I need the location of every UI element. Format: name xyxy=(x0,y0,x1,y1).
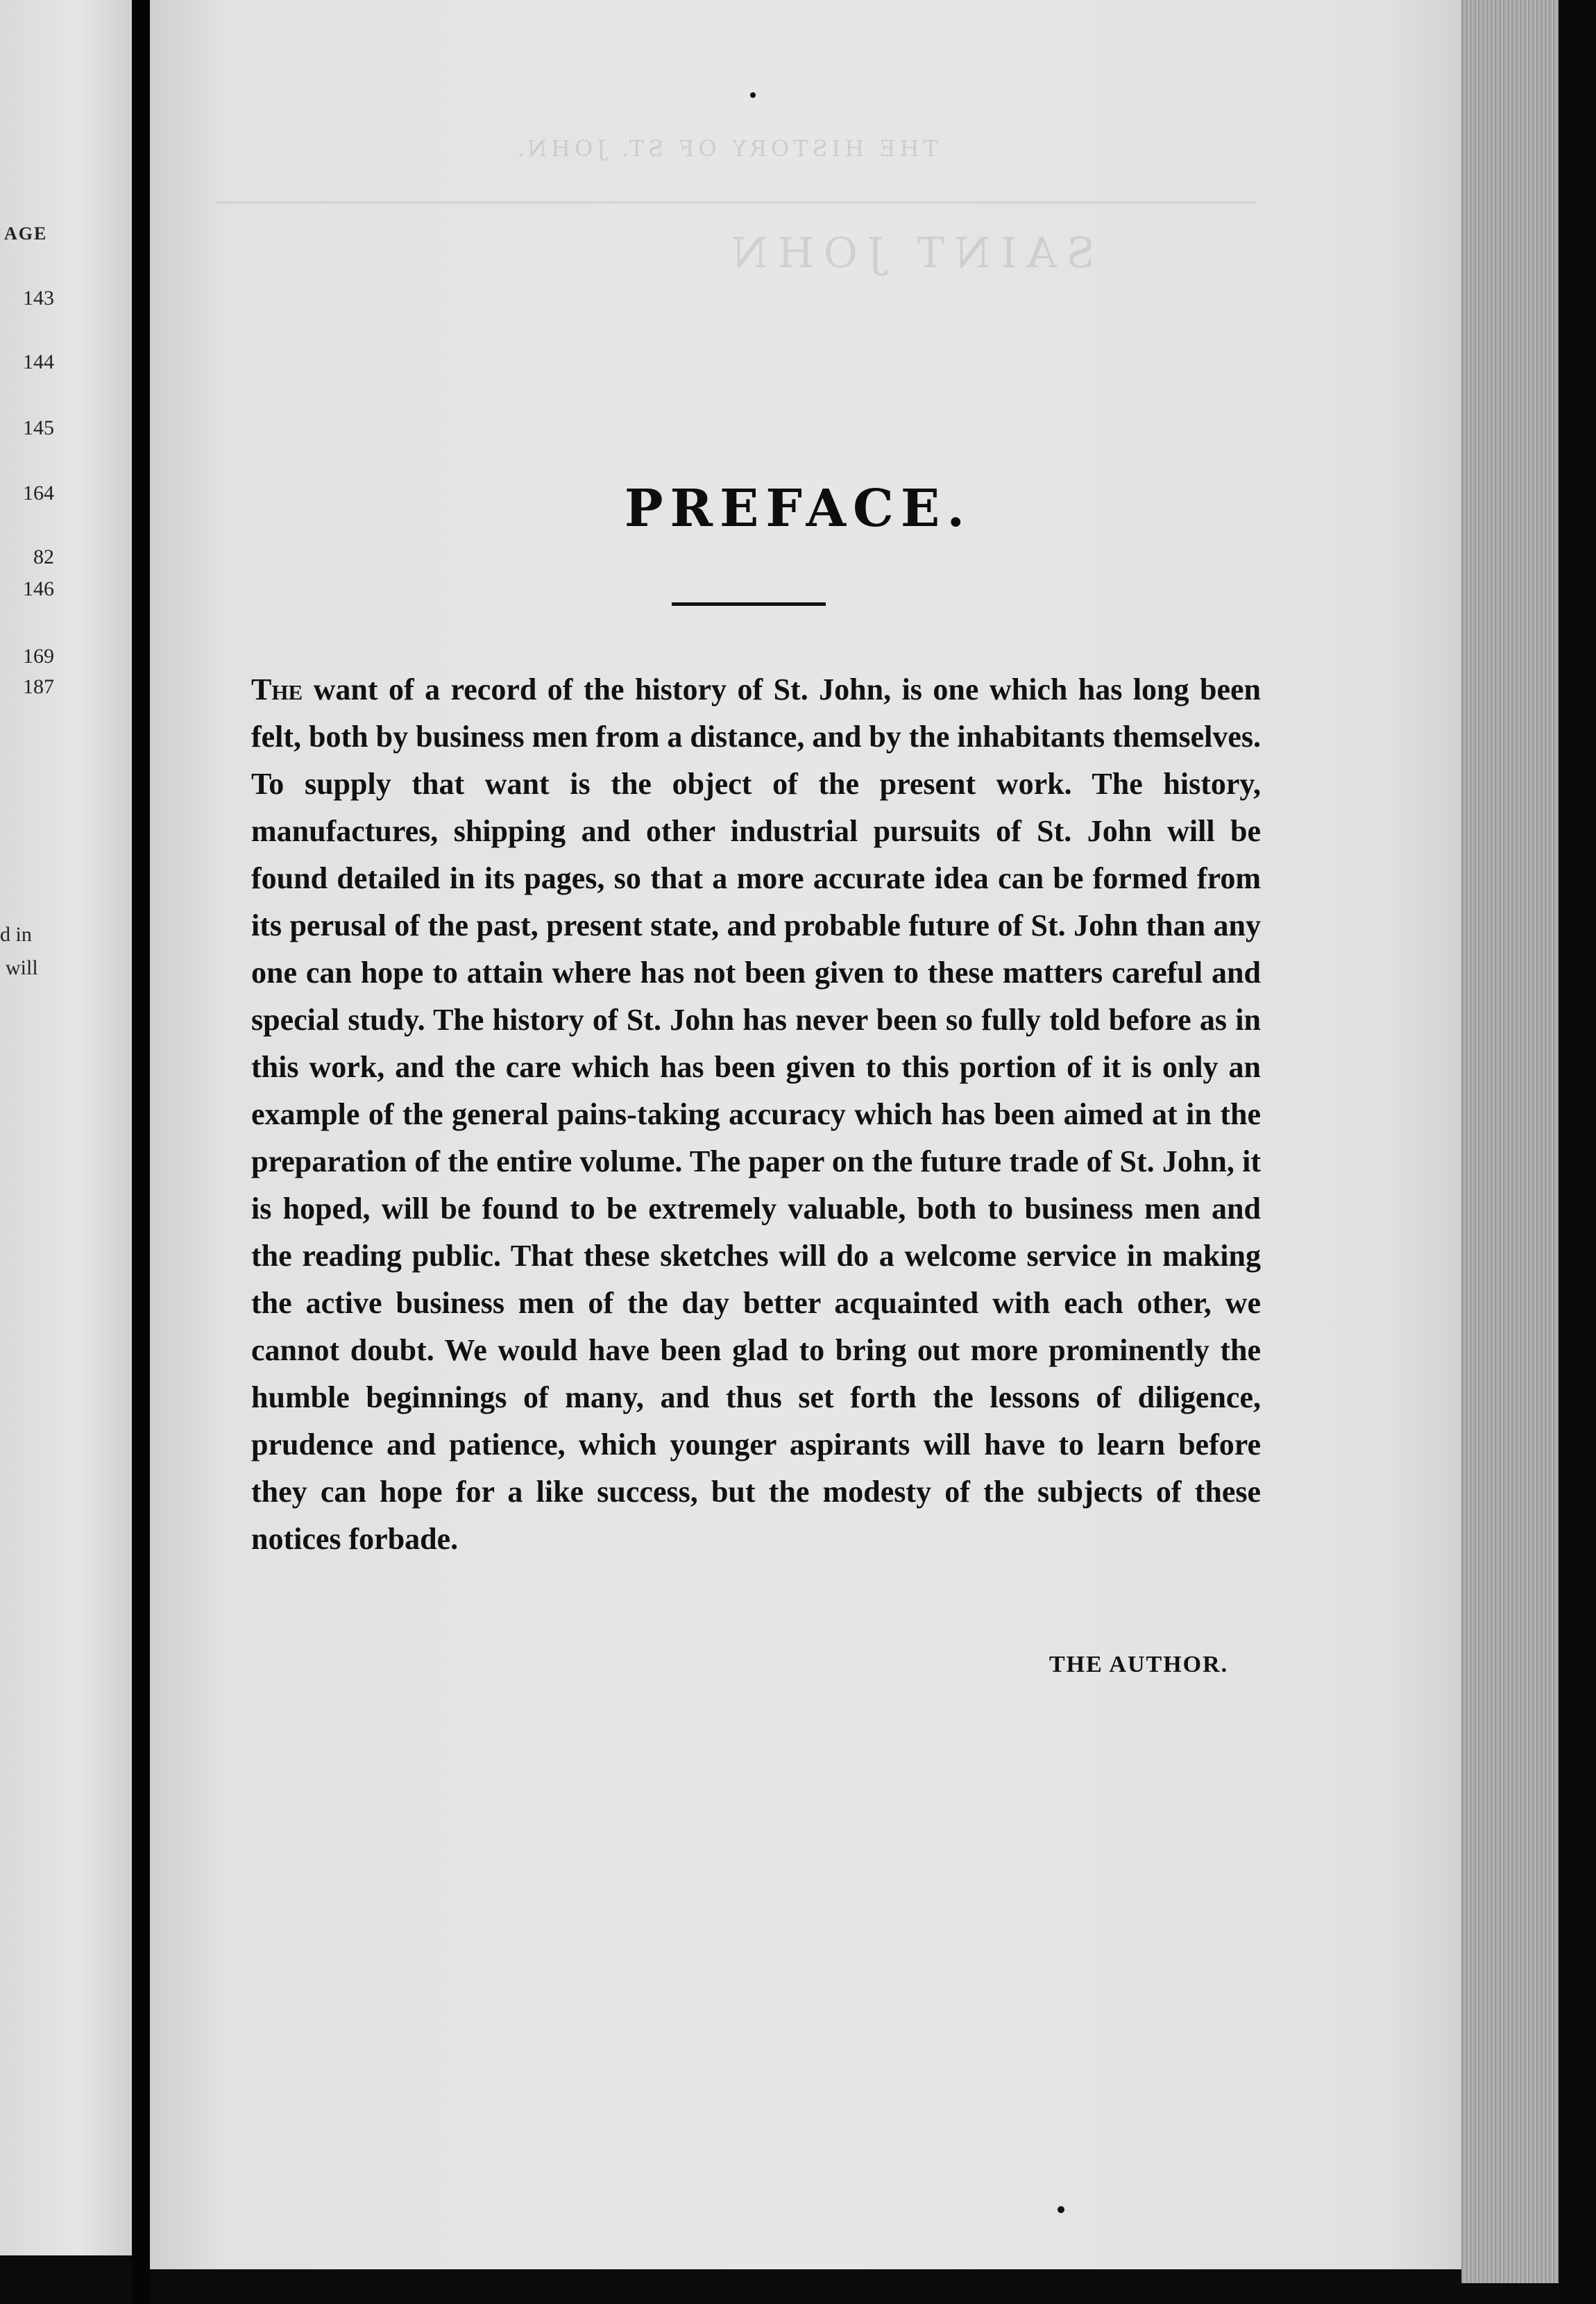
title-rule xyxy=(672,602,826,606)
bleed-through-title: SAINT JOHN xyxy=(722,229,1095,278)
left-page xyxy=(0,0,132,2255)
left-page-number: 187 xyxy=(23,675,54,698)
preface-title: PREFACE. xyxy=(624,479,972,539)
left-page-number: 144 xyxy=(23,350,54,373)
edge-shadow xyxy=(1559,0,1596,2304)
left-page-number: 82 xyxy=(33,545,54,568)
speck xyxy=(750,92,756,98)
speck xyxy=(1058,2206,1064,2213)
left-page-number: 164 xyxy=(23,482,54,505)
preface-first-word: The xyxy=(251,672,303,706)
preface-body xyxy=(251,666,1261,1563)
page-edges xyxy=(1461,0,1559,2283)
preface-text: want of a record of the history of St. John, is one which has long been felt, both by business men from a distance, and by the inhabitants themselves. To supply that want is the object of the present work. The history, manufactures, shipping and other industrial pursuits of St. John will be found detailed in its pages, so that a more accurate idea can be formed from its perusal of the past, present state, and probable future of St. John than any one can hope to attain where has not been given to these matters careful and special study. The history of St. John has never been so fully told before as in this work, and the care which has been given to this portion of it is only an example of the general pains-taking accuracy which has been aimed at in the preparation of the entire volume. The paper on the future trade of St. John, it is hoped, will be found to be extremely valuable, both to business men and the reading public. That these sketches will do a welcome service in making the active business men of the day better acquainted with each other, we cannot doubt. We would have been glad to bring out more prominently the humble beginnings of many, and thus set forth the lessons of diligence, prudence and patience, which younger aspirants will have to learn before they can hope for a like success, but the modesty of the subjects of these notices forbade. xyxy=(251,672,1262,1556)
left-page-number: 146 xyxy=(23,577,54,600)
bleed-through-header: THE HISTORY OF ST. JOHN. xyxy=(513,135,938,162)
bleed-through-rule xyxy=(215,201,1256,203)
left-page-number: 169 xyxy=(23,645,54,668)
preface-signature: THE AUTHOR. xyxy=(1049,1652,1229,1677)
left-page-number: 145 xyxy=(23,416,54,439)
left-page-header: AGE xyxy=(4,223,48,244)
book-gutter xyxy=(132,0,150,2304)
left-page-number: 143 xyxy=(23,287,54,310)
left-page-fragment: d in xyxy=(0,923,32,946)
left-page-fragment: will xyxy=(6,956,38,979)
